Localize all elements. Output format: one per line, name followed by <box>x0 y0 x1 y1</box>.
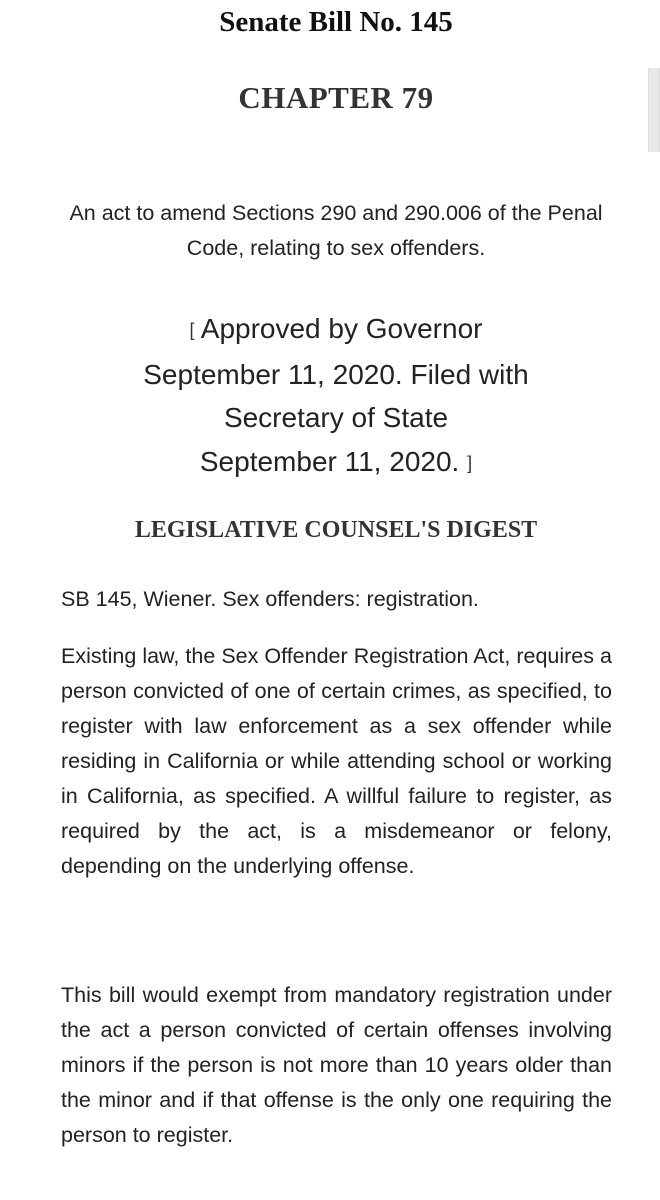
digest-bill-effect-paragraph: This bill would exempt from mandatory registration under the act a person convicted of certain offenses involving minors if the person is not more than 10 years older than the minor and if that offense is the only one requiring the person to register. <box>61 983 612 1147</box>
bill-title: Senate Bill No. 145 <box>219 6 453 38</box>
scrollbar-thumb[interactable] <box>648 68 660 152</box>
approval-line-2: September 11, 2020. Filed with <box>143 358 529 390</box>
approval-notice <box>90 307 582 485</box>
approval-line-3: Secretary of State <box>223 402 449 433</box>
approval-line-4: September 11, 2020. ] <box>199 445 473 477</box>
approval-line-1: [ Approved by Governor <box>189 313 483 344</box>
digest-existing-law-paragraph: Existing law, the Sex Offender Registration Act, requires a person convicted of one of certain crimes, as specified, to register with law enforcement as a sex offender while residing in California or while attending school or working in California, as specified. A willful failure to register, as required by the act, is a misdemeanor or felony, depending on the underlying offense. <box>61 644 612 878</box>
close-bracket: ] <box>467 452 473 473</box>
digest-summary-line: SB 145, Wiener. Sex offenders: registration. <box>61 587 479 611</box>
act-description: An act to amend Sections 290 and 290.006 of the Penal Code, relating to sex offenders. <box>69 201 603 260</box>
digest-heading: LEGISLATIVE COUNSEL'S DIGEST <box>134 517 538 543</box>
chapter-heading: CHAPTER 79 <box>238 80 434 115</box>
open-bracket: [ <box>189 320 195 340</box>
